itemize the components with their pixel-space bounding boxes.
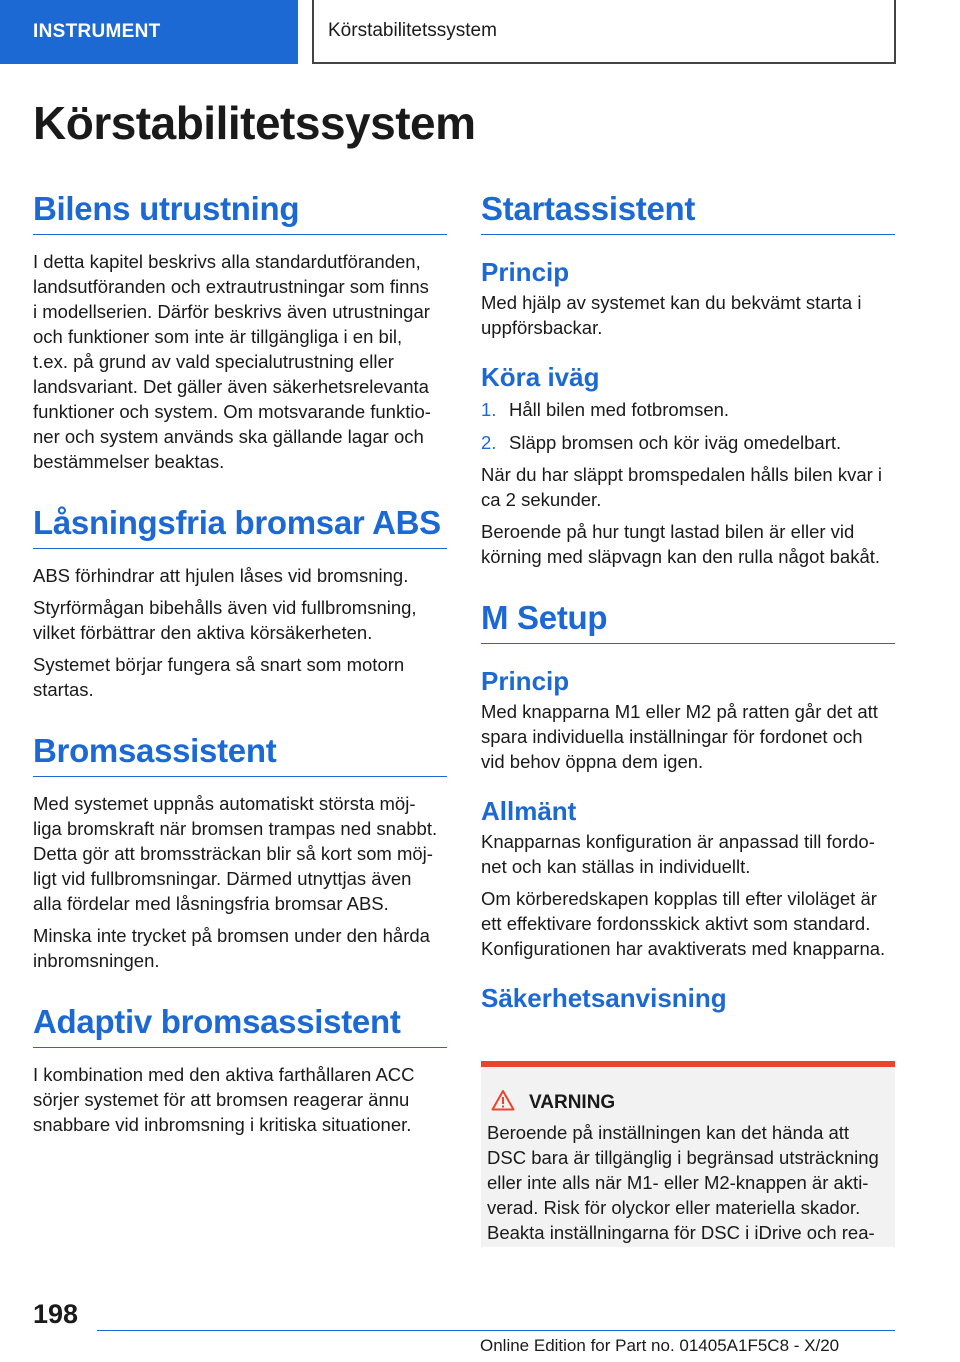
warning-label: VARNING (529, 1091, 616, 1113)
subheading-allmant: Allmänt (481, 796, 577, 826)
right-column (481, 190, 895, 1014)
section-bromsassistent (33, 732, 447, 973)
paragraph-adaptiv-bromsassistent: I kombination med den aktiva farthållaren ACC sörjer systemet för att bromsen reagerar ännu snabbare vid inbromsning i kritiska situationer. (33, 1064, 415, 1135)
section-m-setup (481, 599, 895, 1014)
paragraph-kora-ivag-2: Beroende på hur tungt lastad bilen är eller vid körning med släpvagn kan den rulla något bakåt. (481, 521, 881, 567)
paragraph-princip-start: Med hjälp av systemet kan du bekvämt starta i uppförsbackar. (481, 292, 862, 338)
paragraph-allmant-2: Om körberedskapen kopplas till efter viloläget är ett effektivare fordonsskick aktivt som standard. Konfigurationen har avaktiverats med knapparna. (481, 888, 886, 959)
section-startassistent (481, 190, 895, 569)
paragraph-abs-2: Styrförmågan bibehålls även vid fullbromsning, vilket förbättrar den aktiva körsäkerheten. (33, 597, 417, 643)
list-item: 1. Håll bilen med fotbromsen. (481, 399, 730, 420)
heading-abs: Låsningsfria bromsar ABS (33, 504, 447, 549)
paragraph-abs-1: ABS förhindrar att hjulen låses vid bromsning. (33, 565, 409, 586)
warning-triangle-icon (491, 1089, 515, 1116)
heading-bilens-utrustning: Bilens utrustning (33, 190, 447, 235)
left-column (33, 190, 447, 1137)
page-number: 198 (33, 1299, 79, 1329)
warning-header (491, 1089, 887, 1116)
paragraph-bilens-utrustning: I detta kapitel beskrivs alla standardutföranden, landsutföranden och extrautrustningar som finns i modellserien. Därför beskrivs även utrustningar och funktioner som inte är tillgängliga i en bil, t.ex. på grund av vald specialutrustning eller landsvariant. Det gäller även säkerhetsrelevanta funktioner och system. Om motsvarande funktio- ner och system används ska gällande lagar och bestämmelser beaktas. (33, 251, 431, 472)
subheading-kora-ivag: Köra iväg (481, 362, 600, 392)
header-section-tab (0, 0, 298, 64)
paragraph-bromsassistent-2: Minska inte trycket på bromsen under den hårda inbromsningen. (33, 925, 430, 971)
paragraph-kora-ivag-1: När du har släppt bromspedalen hålls bilen kvar i ca 2 sekunder. (481, 464, 883, 510)
paragraph-princip-m-setup: Med knapparna M1 eller M2 på ratten går det att spara individuella inställningar för fordonet och vid behov öppna dem igen. (481, 701, 878, 772)
heading-bromsassistent: Bromsassistent (33, 732, 447, 777)
section-bilens-utrustning (33, 190, 447, 474)
paragraph-abs-3: Systemet börjar fungera så snart som motorn startas. (33, 654, 405, 700)
section-adaptiv-bromsassistent (33, 1003, 447, 1137)
heading-adaptiv-bromsassistent: Adaptiv bromsassistent (33, 1003, 447, 1048)
steps-list (481, 397, 895, 455)
subheading-princip-m-setup: Princip (481, 666, 570, 696)
heading-m-setup: M Setup (481, 599, 895, 644)
footer-edition: Online Edition for Part no. 01405A1F5C8 - X/20 (480, 1336, 840, 1355)
header-chapter-label: Körstabilitetssystem (328, 20, 497, 41)
section-abs (33, 504, 447, 702)
paragraph-bromsassistent-1: Med systemet uppnås automatiskt största möj- liga bromskraft när bromsen trampas ned snabbt. Detta gör att bromssträckan blir så kort som möj- ligt vid fullbromsningar. Därmed utnyttjas även alla fördelar med låsningsfria bromsar ABS. (33, 793, 438, 914)
warning-box (481, 1061, 895, 1247)
warning-text: Beroende på inställningen kan det hända att DSC bara är tillgänglig i begränsad utsträckning eller inte alls när M1- eller M2-knappen är akti- verad. Risk för olyckor eller materiella skador. Beakta inställningarna för DSC i iDrive och rea- (487, 1122, 879, 1243)
list-item: 2. Släpp bromsen och kör iväg omedelbart. (481, 432, 842, 453)
paragraph-allmant-1: Knapparnas konfiguration är anpassad till fordo- net och kan ställas in individuellt. (481, 831, 875, 877)
page-title: Körstabilitetssystem (33, 97, 476, 149)
subheading-princip-start: Princip (481, 257, 570, 287)
header-section-label: INSTRUMENT (33, 21, 161, 42)
header-chapter-tab (312, 0, 896, 64)
heading-startassistent: Startassistent (481, 190, 895, 235)
footer-divider (97, 1330, 895, 1331)
subheading-sakerhetsanvisning: Säkerhetsanvisning (481, 983, 727, 1013)
